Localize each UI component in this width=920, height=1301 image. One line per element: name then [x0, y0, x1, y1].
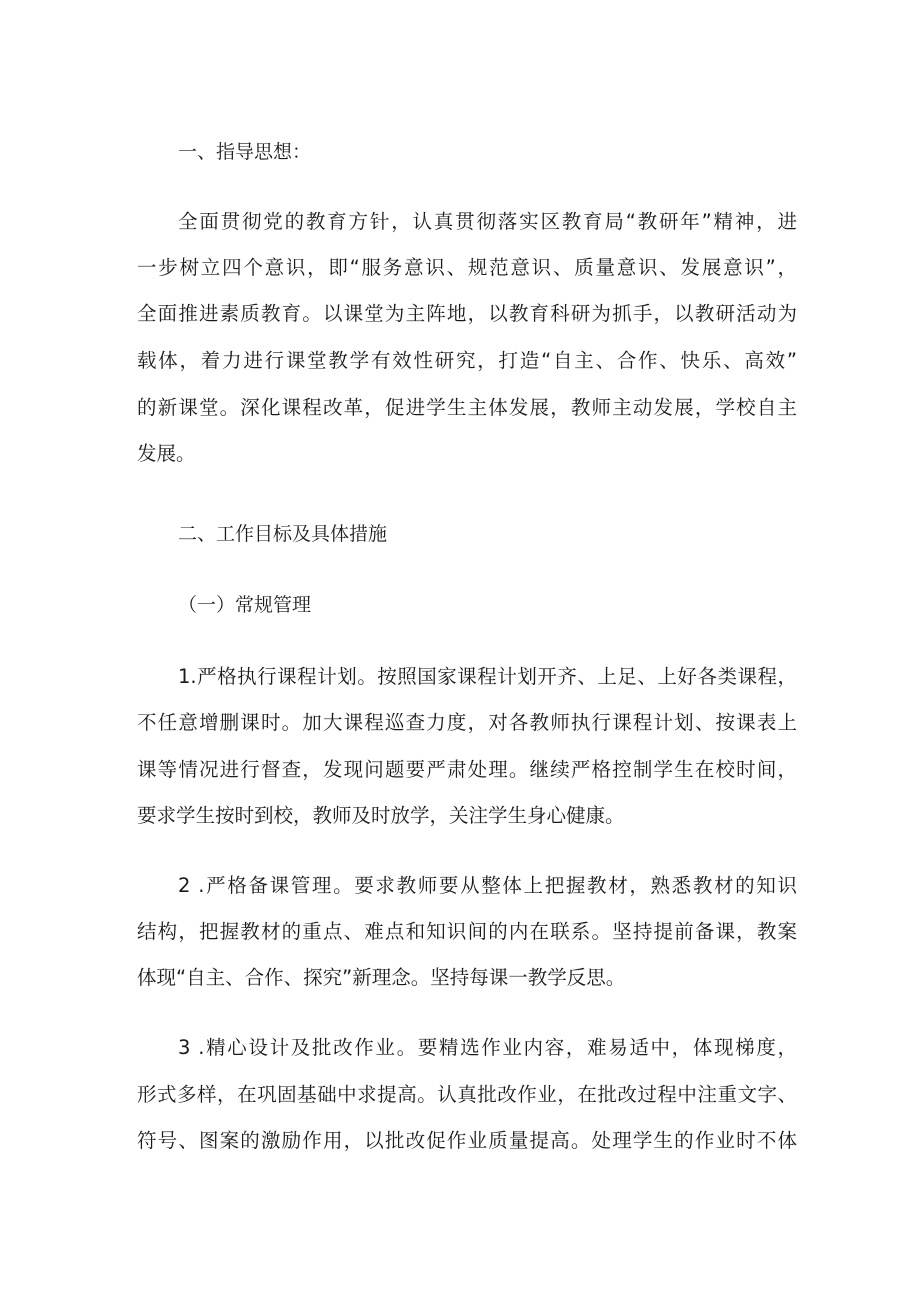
paragraph-line: 体现“自主、合作、探究”新理念。坚持每课一教学反思。 [137, 966, 626, 989]
paragraph-line: 形式多样，在巩固基础中求提高。认真批改作业，在批改过程中注重文字、 [137, 1083, 797, 1106]
paragraph-line: 要求学生按时到校，教师及时放学，关注学生身心健康。 [137, 804, 625, 827]
paragraph-line: 载体，着力进行课堂教学有效性研究，打造“自主、合作、快乐、高效” [137, 349, 797, 372]
paragraph-line: 的新课堂。深化课程改革，促进学生主体发展，教师主动发展，学校自主 [137, 396, 797, 419]
subsection-heading-routine-management: （一）常规管理 [178, 594, 312, 616]
paragraph-line: 全面贯彻党的教育方针，认真贯彻落实区教育局“教研年”精神，进 [178, 210, 797, 233]
paragraph-line: 全面推进素质教育。以课堂为主阵地，以教育科研为抓手，以教研活动为 [137, 302, 797, 325]
section-heading-guiding-thought: 一、指导思想： [178, 141, 312, 163]
paragraph-line: 2 .严格备课管理。要求教师要从整体上把握教材，熟悉教材的知识 [178, 874, 797, 897]
paragraph-line: 结构，把握教材的重点、难点和知识间的内在联系。坚持提前备课，教案 [137, 920, 797, 943]
paragraph-line: 课等情况进行督查，发现问题要严肃处理。继续严格控制学生在校时间， [137, 758, 797, 781]
paragraph-line: 3 .精心设计及批改作业。要精选作业内容，难易适中，体现梯度， [178, 1036, 797, 1059]
paragraph-line: 发展。 [137, 442, 196, 465]
section-heading-goals-measures: 二、工作目标及具体措施 [178, 523, 388, 545]
paragraph-line: 1.严格执行课程计划。按照国家课程计划开齐、上足、上好各类课程， [178, 665, 797, 688]
paragraph-line: 不任意增删课时。加大课程巡查力度，对各教师执行课程计划、按课表上 [137, 711, 797, 734]
paragraph-line: 一步树立四个意识，即“服务意识、规范意识、质量意识、发展意识”， [137, 256, 797, 279]
paragraph-line: 符号、图案的激励作用，以批改促作业质量提高。处理学生的作业时不体 [137, 1129, 797, 1152]
